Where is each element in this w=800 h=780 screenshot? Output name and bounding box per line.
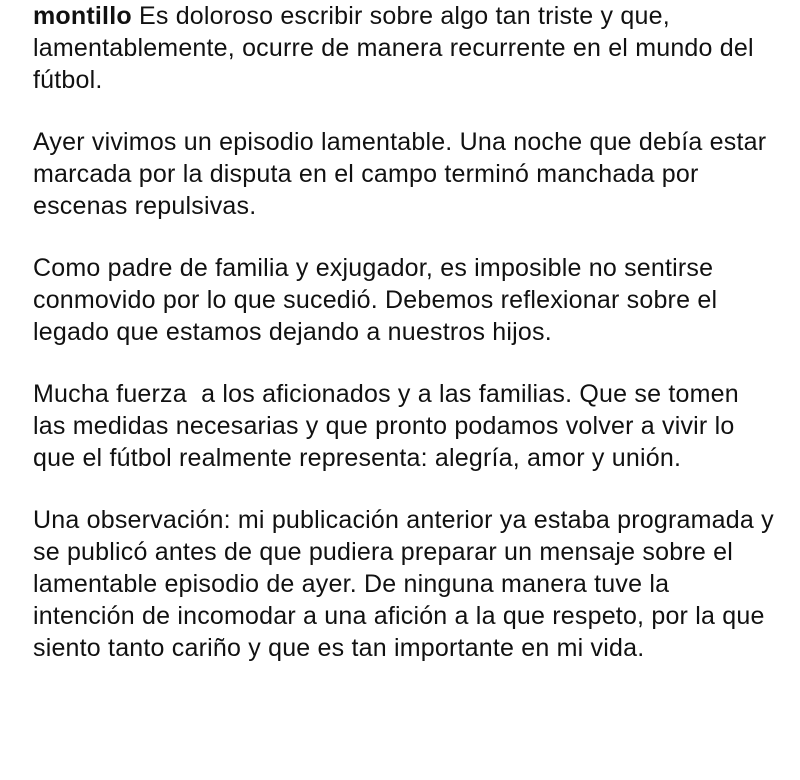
caption-paragraph-1 [33, 0, 778, 96]
post-caption [33, 0, 778, 694]
username-link[interactable]: montillo [33, 2, 132, 30]
caption-paragraph-4: Mucha fuerza a los aficionados y a las familias. Que se tomen las medidas necesarias y que pronto podamos volver a vivir lo que el fútbol realmente representa: alegría, amor y unión. [33, 380, 746, 472]
caption-paragraph-5: Una observación: mi publicación anterior ya estaba programada y se publicó antes de que pudiera preparar un mensaje sobre el lamentable episodio de ayer. De ninguna manera tuve la intención de incomodar a una afición a la que respeto, por la que siento tanto cariño y que es tan importante en mi vida. [33, 506, 774, 662]
caption-paragraph-3: Como padre de familia y exjugador, es imposible no sentirse conmovido por lo que sucedió. Debemos reflexionar sobre el legado que estamos dejando a nuestros hijos. [33, 254, 718, 346]
caption-text-1: Es doloroso escribir sobre algo tan triste y que, lamentablemente, ocurre de manera recurrente en el mundo del fútbol. [33, 2, 754, 94]
caption-paragraph-2: Ayer vivimos un episodio lamentable. Una noche que debía estar marcada por la disputa en el campo terminó manchada por escenas repulsivas. [33, 128, 767, 220]
